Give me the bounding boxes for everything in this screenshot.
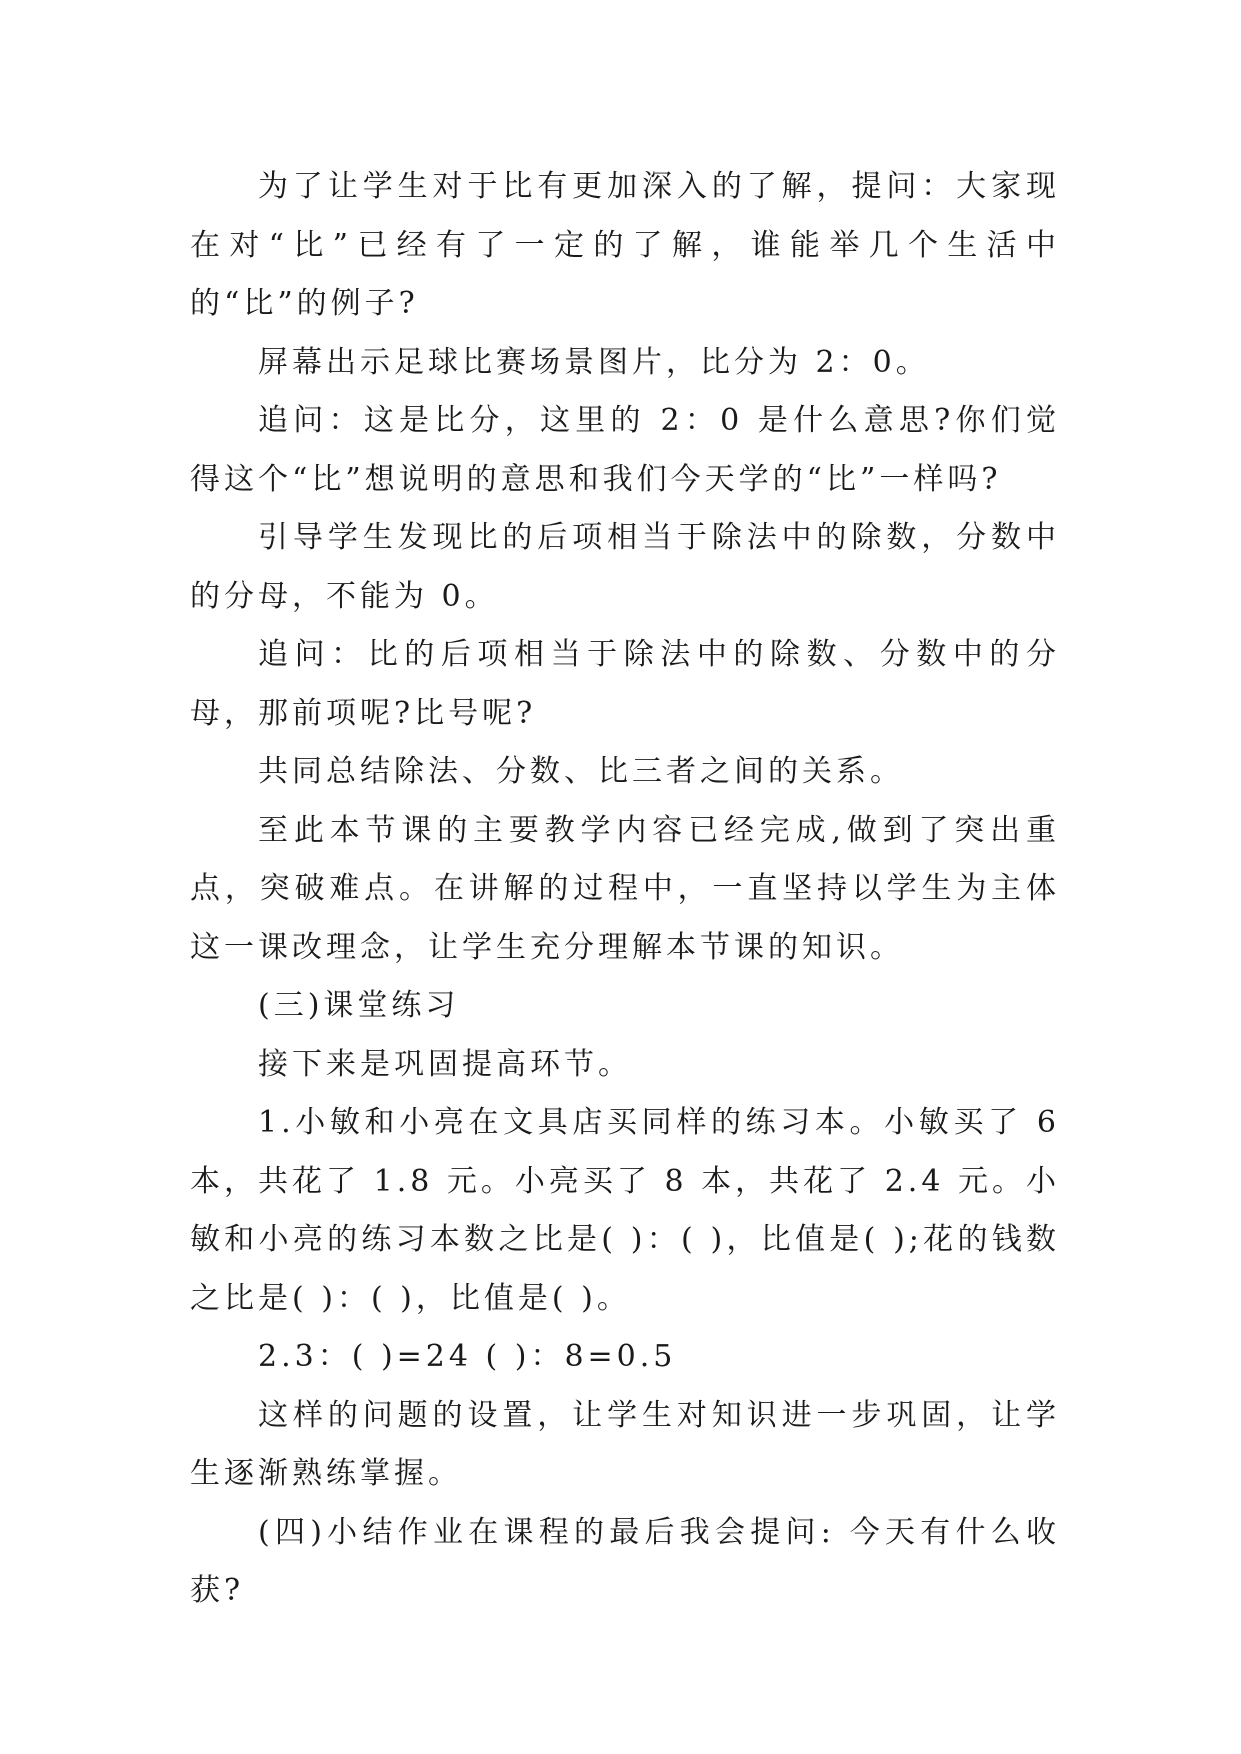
paragraph-guide-students: 引导学生发现比的后项相当于除法中的除数，分数中的分母，不能为 0。 bbox=[190, 520, 1060, 614]
exercise-item-1: 1.小敏和小亮在文具店买同样的练习本。小敏买了 6 本，共花了 1.8 元。小亮买了 8 本，共花了 2.4 元。小敏和小亮的练习本数之比是( )：( )，比值是( );花的钱数之比是( )：( )，比值是( )。 bbox=[190, 1105, 1060, 1316]
paragraph-follow-up-terms: 追问：比的后项相当于除法中的除数、分数中的分母，那前项呢?比号呢? bbox=[190, 637, 1060, 731]
section-heading-summary: (四)小结作业在课程的最后我会提问: 今天有什么收获? bbox=[190, 1514, 1060, 1608]
paragraph-intro-question: 为了让学生对于比有更加深入的了解，提问：大家现在对“比”已经有了一定的了解，谁能举几个生活中的“比”的例子? bbox=[190, 169, 1060, 321]
paragraph-summary-relation: 共同总结除法、分数、比三者之间的关系。 bbox=[258, 754, 904, 789]
paragraph-screen-display: 屏幕出示足球比赛场景图片，比分为 2：0。 bbox=[258, 344, 930, 380]
paragraph-lesson-complete: 至此本节课的主要教学内容已经完成,做到了突出重点，突破难点。在讲解的过程中，一直坚持以学生为主体这一课改理念，让学生充分理解本节课的知识。 bbox=[190, 812, 1060, 965]
paragraph-follow-up-score: 追问：这是比分，这里的 2：0 是什么意思?你们觉得这个“比”想说明的意思和我们今天学的“比”一样吗? bbox=[190, 403, 1060, 497]
paragraph-exercise-purpose: 这样的问题的设置，让学生对知识进一步巩固，让学生逐渐熟练掌握。 bbox=[190, 1397, 1060, 1491]
section-heading-practice: (三)课堂练习 bbox=[258, 988, 460, 1023]
paragraph-consolidation: 接下来是巩固提高环节。 bbox=[258, 1046, 632, 1082]
document-body bbox=[190, 158, 1060, 1621]
exercise-item-2: 2.3：( )=24 ( )：8=0.5 bbox=[258, 1339, 677, 1374]
